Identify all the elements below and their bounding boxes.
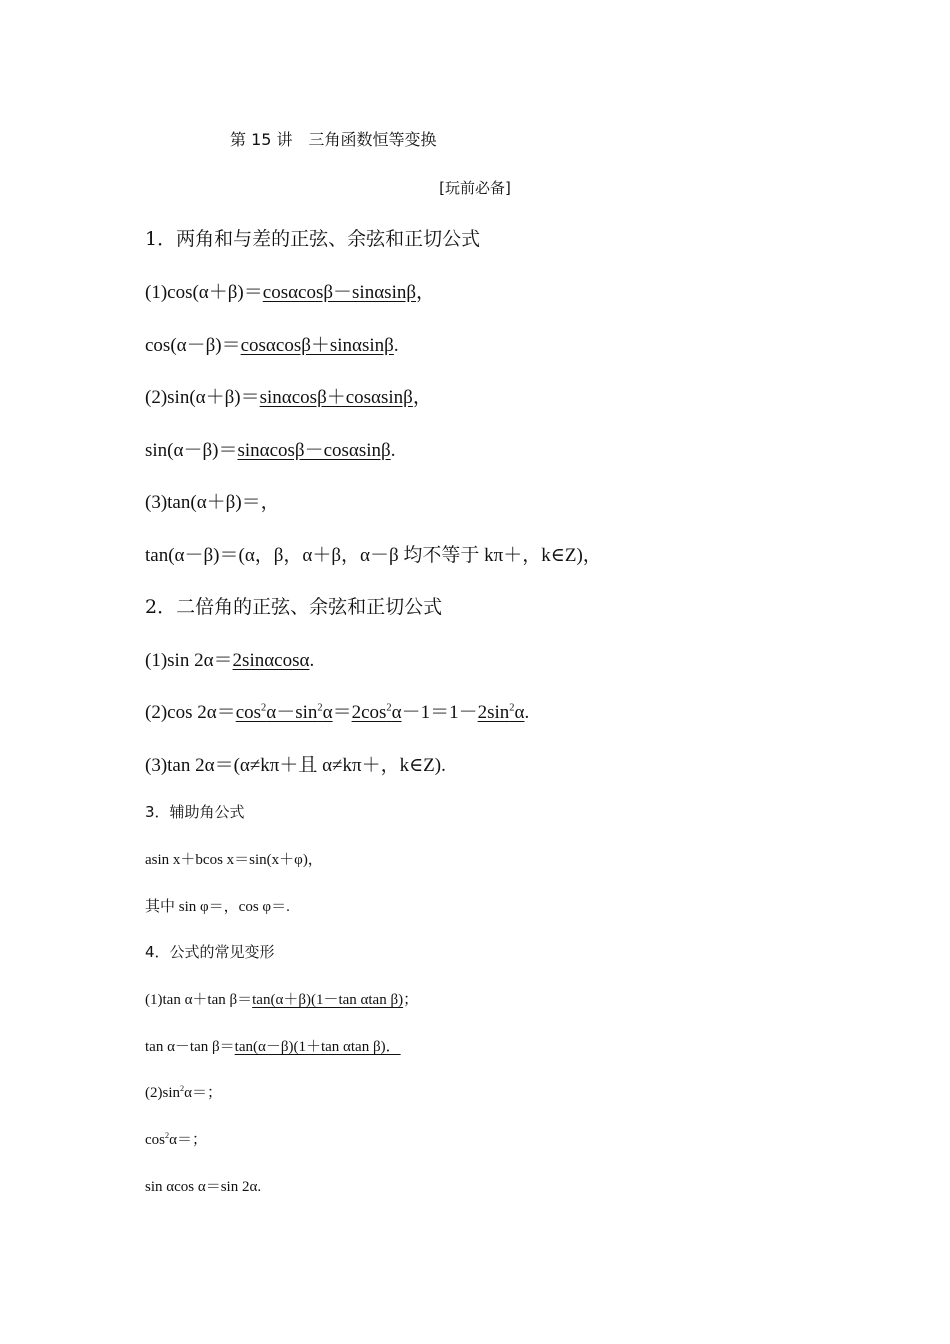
heading-3: 3．辅助角公式: [145, 803, 245, 821]
answer-blank: $2\sin^2\alpha$: [477, 702, 525, 723]
formula-phi: 其中 sin φ＝，cos φ＝.: [145, 899, 290, 915]
formula-cos-sum: (1)cos(α＋β)＝cosαcosβ－sinαsinβ，: [145, 282, 436, 303]
answer-blank: 2sinαcosα: [232, 650, 310, 671]
formula-tan-sum: (3)tan(α＋β)＝，: [145, 492, 280, 513]
answer-blank: cosαcosβ－sinαsinβ: [262, 282, 417, 303]
formula-auxiliary: asin x＋bcos x＝sin(x＋φ)，: [145, 852, 323, 868]
formula-sin-cos-product: sin αcos α＝sin 2α.: [145, 1179, 262, 1195]
formula-cos-double: (2)cos $2\alpha=\cos^2\alpha-\sin^2\alpha=2\cos^2\alpha-1=1-2\sin^2\alpha$.: [145, 702, 530, 723]
formula-cos-square: $\cos^2\alpha=$；: [145, 1131, 207, 1148]
formula-cos-diff: cos(α－β)＝cosαcosβ＋sinαsinβ.: [145, 335, 399, 356]
heading-4: 4．公式的常见变形: [145, 943, 275, 961]
formula-sin-double: (1)sin 2α＝2sinαcosα.: [145, 650, 315, 671]
formula-tan-diff: tan(α－β)＝(α，β，α＋β，α－β 均不等于 kπ＋，k∈Z)，: [145, 545, 602, 566]
formula-sin-square: $(2)\sin^2\alpha=$；: [145, 1084, 222, 1101]
answer-blank: $\cos^2\alpha-\sin^2\alpha$: [235, 702, 333, 723]
answer-blank: sinαcosβ＋cosαsinβ: [259, 387, 413, 408]
heading-1: 1．两角和与差的正弦、余弦和正切公式: [145, 228, 481, 250]
heading-2: 2．二倍角的正弦、余弦和正切公式: [145, 596, 443, 618]
answer-blank: tan(α－β)(1＋tan αtan β)．: [234, 1039, 401, 1055]
formula-tan-sum-variant: (1)tan α＋tan β＝tan(α＋β)(1－tan αtan β)；: [145, 992, 419, 1008]
answer-blank: tan(α＋β)(1－tan αtan β): [252, 992, 404, 1008]
answer-blank: cosαcosβ＋sinαsinβ: [240, 335, 394, 356]
answer-blank: sinαcosβ－cosαsinβ: [237, 440, 391, 461]
formula-tan-double: (3)tan 2α＝(α≠kπ＋且 α≠kπ＋，k∈Z).: [145, 755, 446, 776]
answer-blank: $2\cos^2\alpha$: [351, 702, 402, 723]
formula-tan-diff-variant: tan α－tan β＝tan(α－β)(1＋tan αtan β)．: [145, 1039, 401, 1055]
lecture-title: 第 15 讲 三角函数恒等变换: [230, 130, 437, 149]
section-subtitle: [玩前必备]: [439, 179, 511, 197]
formula-sin-sum: (2)sin(α＋β)＝sinαcosβ＋cosαsinβ，: [145, 387, 432, 408]
formula-sin-diff: sin(α－β)＝sinαcosβ－cosαsinβ.: [145, 440, 396, 461]
